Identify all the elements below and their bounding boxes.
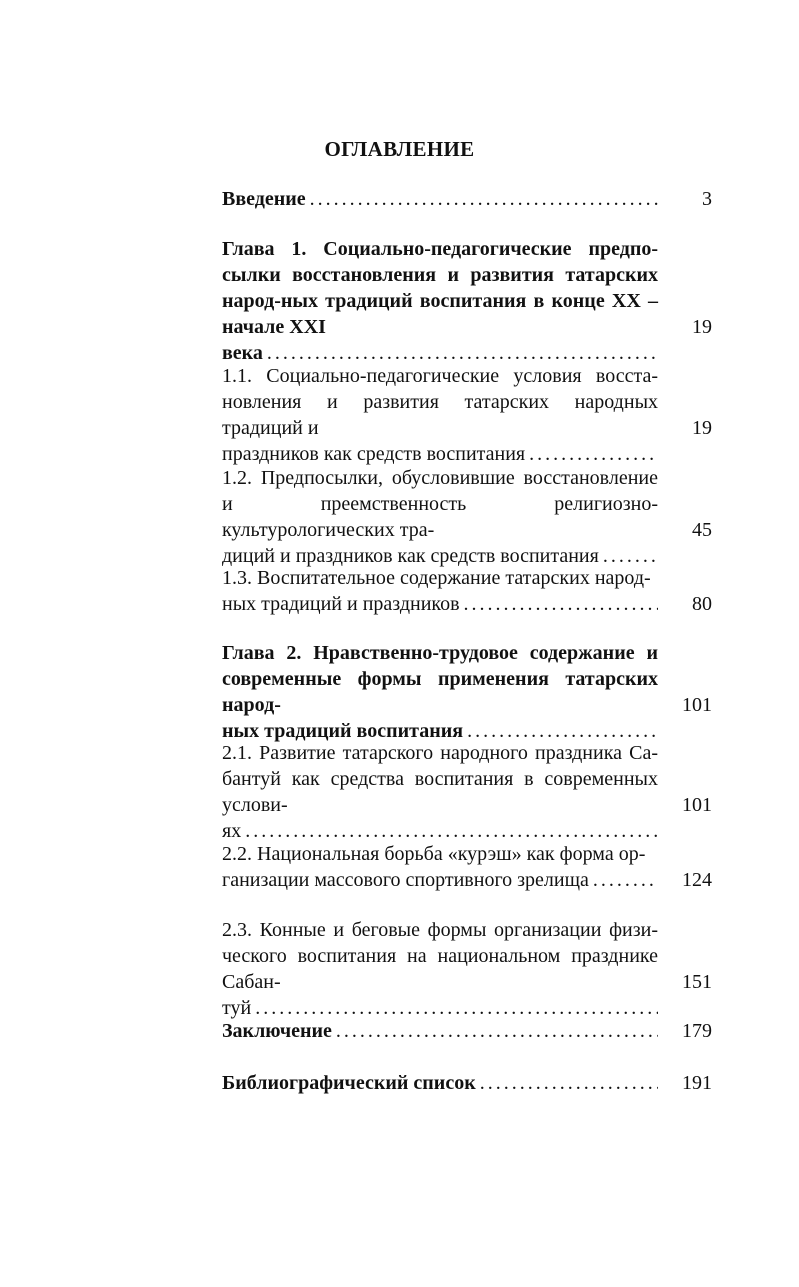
leader-dots: [336, 1018, 658, 1044]
toc-entry-text: 1.3. Воспитательное содержание татарских народ-: [222, 567, 651, 589]
leader-dots: [529, 441, 658, 467]
toc-entry-label: ных традиций воспитания: [222, 720, 464, 742]
toc-entry-section-1-3[interactable]: [222, 565, 658, 617]
leader-dots: [464, 591, 658, 617]
toc-entry-label: ных традиций и праздников: [222, 593, 460, 615]
toc-entry-section-1-2[interactable]: [222, 465, 658, 569]
toc-page-number: 3: [702, 188, 712, 210]
toc-entry-text: 2.1. Развитие татарского народного праздника Са-бантуй как средства воспитания в современных услови-: [222, 742, 658, 816]
toc-entry-label: ганизации массового спортивного зрелища: [222, 869, 589, 891]
toc-title: ОГЛАВЛЕНИЕ: [324, 137, 475, 161]
toc-page-number: 45: [692, 519, 712, 541]
leader-dots: [593, 867, 658, 893]
toc-entry-text: 1.2. Предпосылки, обусловившие восстановление и преемственность религиозно-культурологических тра-: [222, 467, 658, 541]
toc-entry-bibliography[interactable]: [222, 1070, 658, 1096]
toc-page-number: 151: [682, 971, 712, 993]
toc-entry-section-2-1[interactable]: [222, 740, 658, 844]
toc-entry-label: Заключение: [222, 1020, 332, 1042]
toc-entry-label: ях: [222, 820, 242, 842]
toc-page-number: 19: [692, 316, 712, 338]
toc-entry-label: Введение: [222, 188, 306, 210]
toc-entry-label: века: [222, 342, 263, 364]
toc-page-number: 124: [682, 869, 712, 891]
toc-entry-lastline: [222, 867, 658, 893]
toc-page-number: 101: [682, 794, 712, 816]
toc-entry-text: Глава 1. Социально-педагогические предпо-сылки восстановления и развития татарских народ-ных традиций воспитания в конце XX – начале XXI: [222, 238, 658, 338]
toc-entry-lastline: [222, 441, 658, 467]
toc-entry-text: 1.1. Социально-педагогические условия восста-новления и развития татарских народных традиций и: [222, 365, 658, 439]
toc-entry-text: Глава 2. Нравственно-трудовое содержание и современные формы применения татарских народ-: [222, 642, 658, 716]
toc-page-number: 101: [682, 694, 712, 716]
toc-page-number: 80: [692, 593, 712, 615]
toc-entry-lastline: [222, 186, 658, 212]
toc-entry-conclusion[interactable]: [222, 1018, 658, 1044]
toc-entry-section-2-3[interactable]: [222, 917, 658, 1021]
toc-page-number: 179: [682, 1020, 712, 1042]
toc-page-number: 191: [682, 1072, 712, 1094]
toc-entry-text: 2.3. Конные и беговые формы организации физи-ческого воспитания на национальном празднике Сабан-: [222, 919, 658, 993]
toc-entry-lastline: [222, 591, 658, 617]
toc-entry-section-2-2[interactable]: [222, 841, 658, 893]
toc-entry-label: туй: [222, 997, 252, 1019]
toc-entry-chapter-1[interactable]: [222, 236, 658, 366]
leader-dots: [480, 1070, 658, 1096]
toc-entry-lastline: [222, 1018, 658, 1044]
toc-entry-lastline: [222, 1070, 658, 1096]
toc-entry-text: 2.2. Национальная борьба «курэш» как форма ор-: [222, 843, 646, 865]
toc-entry-label: Библиографический список: [222, 1072, 476, 1094]
toc-entry-chapter-2[interactable]: [222, 640, 658, 744]
toc-page-number: 19: [692, 417, 712, 439]
toc-entry-introduction[interactable]: [222, 186, 658, 212]
toc-entry-label: диций и праздников как средств воспитания: [222, 545, 599, 567]
leader-dots: [310, 186, 658, 212]
toc-entry-label: праздников как средств воспитания: [222, 443, 526, 465]
toc-entry-section-1-1[interactable]: [222, 363, 658, 467]
